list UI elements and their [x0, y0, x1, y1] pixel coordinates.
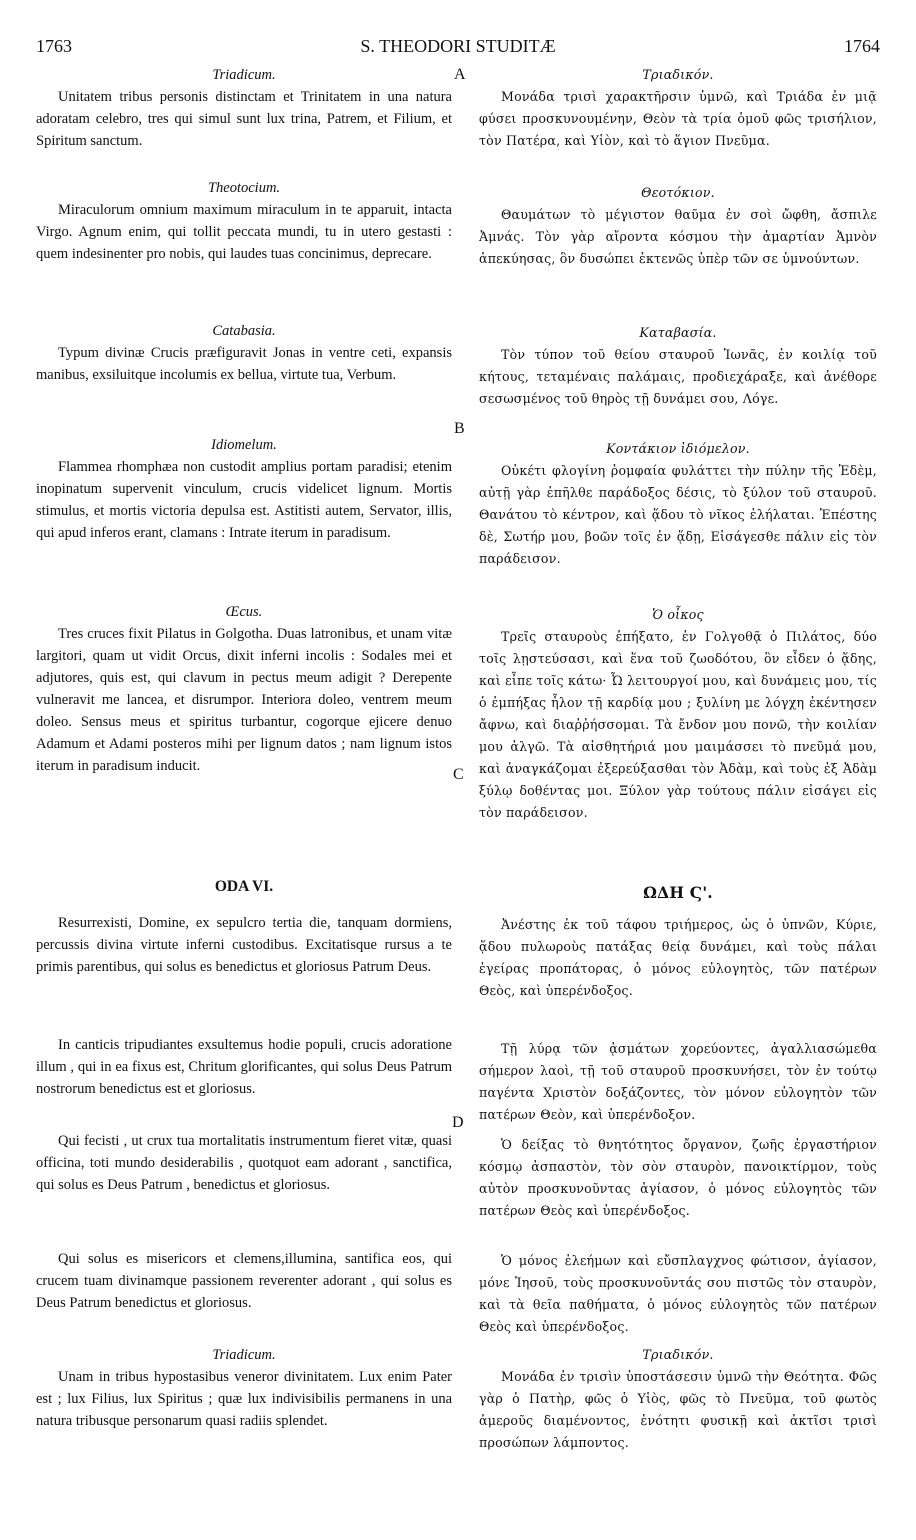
ode-text: Ὁ δείξας τὸ θνητότητος ὄργανον, ζωῆς ἐργαστήριον κόσμῳ ἀσπαστὸν, τὸν σὸν σταυρὸν, πανοικτίρμον, τοὺς αὐτὸν προσκυνοῦντας ἁγίασον, ὁ μόνος εὐλογητὸς τῶν πατέρων Θεὸς καὶ ὑπερένδοξος. [479, 1137, 877, 1218]
section-heading: Θεοτόκιον. [641, 185, 715, 200]
latin-ode-paragraph-4 [36, 1248, 452, 1314]
latin-ode-paragraph-1 [36, 912, 452, 978]
section-heading: Καταβασία. [639, 325, 717, 340]
section-text: Miraculorum omnium maximum miraculum in te apparuit, intacta Virgo. Agnum enim, qui tollit peccata mundi, tu in utero gestasti : quem indesinenter pro nobis, qui laudes tuas concinimus, deprecare. [36, 202, 452, 262]
page-number-left: 1763 [36, 36, 72, 56]
greek-triadikon-section [479, 64, 877, 152]
latin-triadicum-2-section [36, 1344, 452, 1432]
greek-ode-heading-section [479, 882, 877, 904]
page-number-right: 1764 [844, 36, 880, 56]
section-text: Τὸν τύπον τοῦ θείου σταυροῦ Ἰωνᾶς, ἐν κοιλίᾳ τοῦ κήτους, τεταμέναις παλάμαις, προδιεχάραξε, καὶ ἀνέθορε σεσωσμένος τοῦ θηρὸς τῇ δυνάμει σου, Λόγε. [479, 347, 877, 406]
ode-text: Qui solus es misericors et clemens,illumina, santifica eos, qui crucem tuam divinamque passionem reverenter adorant , qui solus es Deus Patrum benedictus et gloriosus. [36, 1251, 452, 1311]
latin-catabasia-section [36, 320, 452, 386]
margin-marker-c: C [453, 766, 464, 783]
greek-theotokion-section [479, 182, 877, 270]
margin-marker-b: B [454, 420, 465, 437]
latin-idiomelum-section [36, 434, 452, 544]
section-text: Οὐκέτι φλογίνη ῥομφαία φυλάττει τὴν πύλην τῆς Ἐδὲμ, αὐτῇ γὰρ ἐπῆλθε παράδοξος δέσις, τὸ ξύλον τοῦ σταυροῦ. Θανάτου τὸ κέντρον, καὶ ᾅδου τὸ νῖκος ἐλήλαται. Ἐπέστης δὲ, Σωτήρ μου, βοῶν τοῖς ἐν ᾅδῃ, Εἰσάγεσθε πάλιν εἰς τὸν παράδεισον. [479, 463, 877, 566]
section-text: Τρεῖς σταυροὺς ἐπήξατο, ἐν Γολγοθᾷ ὁ Πιλάτος, δύο τοῖς λῃστεύσασι, καὶ ἕνα τοῦ ζωοδότου, ὃν εἶδεν ὁ ᾅδης, καὶ εἶπε τοῖς κάτω· Ὦ λειτουργοί μου, καὶ δυνάμεις μου, τίς ὁ ἐμπήξας ἧλον τῇ καρδίᾳ μου ; ξυλίνη με λόγχη ἐκέντησεν ἄφνω, καὶ διαῤῥήσσομαι. Τὰ ἔνδον μου πονῶ, τὴν κοιλίαν μου ἀλγῶ. Τὰ αἰσθητήριά μου μαιμάσσει τὸ πνεῦμά μου, καὶ ἀναγκάζομαι ἐξερεύξασθαι τὸν Ἀδὰμ, καὶ τοὺς ἐξ Ἀδὰμ ξύλῳ δοθέντας μοι. Ξύλον γὰρ τούτους πάλιν εἰσάγει εἰς τὸν παράδεισον. [479, 629, 877, 820]
section-heading: Triadicum. [212, 67, 276, 83]
latin-ode-paragraph-3 [36, 1130, 452, 1196]
section-heading: Catabasia. [212, 323, 276, 339]
ode-text: Ἀνέστης ἐκ τοῦ τάφου τριήμερος, ὡς ὁ ὑπνῶν, Κύριε, ᾅδου πυλωροὺς πατάξας θείᾳ δυνάμει, καὶ τοὺς πάλαι ἐγείρας προπάτορας, ὁ μόνος εὐλογητὸς, τῶν πατέρων Θεὸς, καὶ ὑπερένδοξος. [479, 917, 877, 998]
ode-text: Qui fecisti , ut crux tua mortalitatis instrumentum fieret vitæ, quasi officina, toti mundo desiderabilis , quotquot eam adorant , sanctifica, qui solus es Deus Patrum , benedictus et gloriosus. [36, 1133, 452, 1193]
greek-ode-paragraph-2 [479, 1038, 877, 1126]
section-heading: Κοντάκιον ἰδιόμελον. [606, 441, 750, 456]
running-title: S. THEODORI STUDITÆ [360, 36, 556, 56]
margin-marker-d: D [452, 1114, 464, 1131]
greek-ode-paragraph-3 [479, 1134, 877, 1222]
section-text: Tres cruces fixit Pilatus in Golgotha. Duas latronibus, et unam vitæ largitori, quam ut vidit Orcus, dixit inferni incolis : Sodales mei et adjutores, quis est, qui clavum in pectus meum adigit ? Derepente vulneravit me lancea, et disrumpor. Interiora doleo, ventrem meum doleo. Sensus meus et spiritus turbantur, cogorque ejicere denuo Adamum et Adami posteros mihi per lignum datos ; nam lignum istos iterum in paradisum inducit. [36, 626, 452, 774]
margin-marker-a: A [454, 66, 466, 83]
ode-heading: ΩΔΗ Ϛ'. [643, 883, 713, 902]
latin-ode-heading-section [36, 876, 452, 898]
latin-theotocium-section [36, 177, 452, 265]
greek-kontakion-section [479, 438, 877, 570]
latin-triadicum-section [36, 64, 452, 152]
greek-oikos-section [479, 604, 877, 824]
section-text: Μονάδα τρισὶ χαρακτῆρσιν ὑμνῶ, καὶ Τριάδα ἐν μιᾷ φύσει προσκυνουμένην, Θεὸν τὰ τρία ὁμοῦ φῶς τρισήλιον, τὸν Πατέρα, καὶ Υἱὸν, καὶ τὸ ἅγιον Πνεῦμα. [479, 89, 877, 148]
section-heading: Theotocium. [207, 180, 281, 196]
section-text: Flammea rhomphæa non custodit amplius portam paradisi; etenim inopinatum supervenit vinculum, crucis videlicet lignum. Mortis stimulus, et mortis victoria depulsa est. Astitisti autem, Servator, illis, qui apud inferos erant, clamans : Intrate iterum in paradisum. [36, 459, 452, 541]
section-heading: Triadicum. [212, 1347, 276, 1363]
ode-text: Τῇ λύρᾳ τῶν ᾀσμάτων χορεύοντες, ἀγαλλιασώμεθα σήμερον λαοὶ, τῇ τοῦ σταυροῦ προσκυνήσει, τὸν ἐν τούτῳ παγέντα Χριστὸν δοξάζοντες, τὸν μόνον εὐλογητὸν τῶν πατέρων Θεὸν, καὶ ὑπερένδοξον. [479, 1041, 877, 1122]
greek-ode-paragraph-4 [479, 1250, 877, 1338]
greek-katabasia-section [479, 322, 877, 410]
ode-text: Ὁ μόνος ἐλεήμων καὶ εὔσπλαγχνος φώτισον, ἁγίασον, μόνε Ἰησοῦ, τοὺς προσκυνοῦντάς σου πιστῶς τὸν σταυρὸν, καὶ τὰ θεῖα παθήματα, ὁ μόνος εὐλογητὸς τῶν πατέρων Θεὸς καὶ ὑπερένδοξος. [479, 1253, 877, 1334]
ode-text: In canticis tripudiantes exsultemus hodie populi, crucis adoratione illum , qui in ea fixus est, Chritum glorificantes, qui solus Deus Patrum nostrorum benedictus est et gloriosus. [36, 1037, 452, 1097]
latin-ode-paragraph-2 [36, 1034, 452, 1100]
section-text: Μονάδα ἐν τρισὶν ὑποστάσεσιν ὑμνῶ τὴν Θεότητα. Φῶς γὰρ ὁ Πατὴρ, φῶς ὁ Υἱὸς, φῶς τὸ Πνεῦμα, τοῦ φωτὸς ἀμεροῦς διαμένοντος, ἑνότητι φυσικῇ καὶ ἀκτῖσι τρισὶ προσώπων λάμποντος. [479, 1369, 877, 1450]
section-text: Θαυμάτων τὸ μέγιστον θαῦμα ἐν σοὶ ὤφθη, ἄσπιλε Ἀμνάς. Τὸν γὰρ αἴροντα κόσμου τὴν ἁμαρτίαν Ἀμνὸν ἀπεκύησας, ὃν δυσώπει ἐκτενῶς ὑπὲρ τῶν σε ὑμνούντων. [479, 207, 877, 266]
section-heading: Idiomelum. [211, 437, 277, 453]
greek-triadikon-2-section [479, 1344, 877, 1454]
page-header [36, 36, 880, 62]
section-text: Unam in tribus hypostasibus veneror divinitatem. Lux enim Pater est ; lux Filius, lux Spiritus ; quæ lux indivisibilis permanens in una natura tribusque personarum quasi radiis splendet. [36, 1369, 452, 1429]
latin-oecus-section [36, 601, 452, 777]
section-text: Unitatem tribus personis distinctam et Trinitatem in una natura adoratam celebro, tres qui simul sunt lux trina, Patrem, et Filium, et Spiritum sanctum. [36, 89, 452, 149]
ode-heading: ODA VI. [214, 878, 274, 895]
greek-ode-paragraph-1 [479, 914, 877, 1002]
section-heading: Τριαδικόν. [642, 1347, 714, 1362]
ode-text: Resurrexisti, Domine, ex sepulcro tertia die, tanquam dormiens, percussis divina virtute inferni custodibus. Excitatisque rursus a te primis parentibus, qui solus es benedictus et gloriosus Patrum Deus. [36, 915, 452, 975]
section-heading: Œcus. [225, 604, 263, 620]
section-heading: Τριαδικόν. [642, 67, 714, 82]
section-text: Typum divinæ Crucis præfiguravit Jonas in ventre ceti, expansis manibus, exsiluitque incolumis ex bellua, virtute tua, Verbum. [36, 345, 452, 383]
section-heading: Ὁ οἶκος [652, 607, 704, 622]
